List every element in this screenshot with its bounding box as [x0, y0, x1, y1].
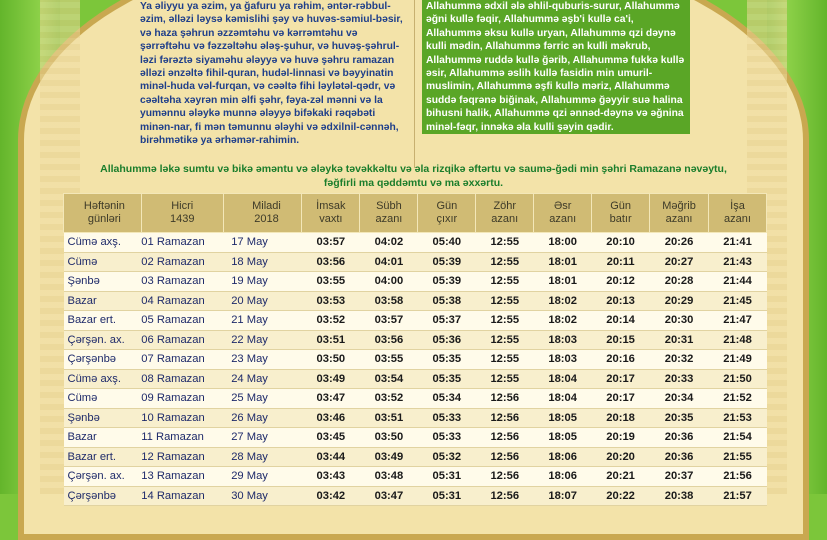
table-cell: 24 May [223, 369, 302, 389]
header-cell: İşa azanı [709, 194, 767, 233]
table-cell: 21:44 [709, 272, 767, 292]
table-cell: 18 May [223, 252, 302, 272]
table-cell: 12:55 [476, 272, 534, 292]
table-row [64, 291, 767, 311]
table-cell: 12:55 [476, 311, 534, 331]
table-cell: 20:26 [650, 233, 709, 253]
table-cell: 10 Ramazan [141, 408, 223, 428]
table-cell: 20:10 [592, 233, 650, 253]
table-cell: 20:22 [592, 486, 650, 506]
table-cell: 18:01 [534, 252, 592, 272]
table-cell: 21 May [223, 311, 302, 331]
table-cell: 27 May [223, 428, 302, 448]
table-cell: 04:00 [360, 272, 418, 292]
table-cell: 18:02 [534, 291, 592, 311]
table-cell: 20:15 [592, 330, 650, 350]
table-cell: 20:36 [650, 428, 709, 448]
table-cell: 12:56 [476, 486, 534, 506]
table-cell: 05:31 [418, 467, 476, 487]
table-cell: 05:33 [418, 408, 476, 428]
table-row [64, 428, 767, 448]
table-cell: 12:56 [476, 389, 534, 409]
table-row [64, 447, 767, 467]
table-cell: 12:55 [476, 233, 534, 253]
table-cell: 12:56 [476, 408, 534, 428]
table-cell: 20:11 [592, 252, 650, 272]
table-cell: 01 Ramazan [141, 233, 223, 253]
table-cell: 21:41 [709, 233, 767, 253]
table-cell: 21:53 [709, 408, 767, 428]
table-cell: Bazar [64, 291, 142, 311]
table-cell: 03:56 [302, 252, 360, 272]
table-cell: 03:47 [360, 486, 418, 506]
table-cell: 20:37 [650, 467, 709, 487]
table-cell: 03:46 [302, 408, 360, 428]
table-cell: 05:39 [418, 272, 476, 292]
table-cell: 20:38 [650, 486, 709, 506]
table-cell: 13 Ramazan [141, 467, 223, 487]
table-cell: 03:52 [360, 389, 418, 409]
table-cell: 21:57 [709, 486, 767, 506]
table-cell: 21:55 [709, 447, 767, 467]
table-cell: Çərşənbə [64, 350, 142, 370]
table-cell: 12 Ramazan [141, 447, 223, 467]
table-row [64, 408, 767, 428]
header-cell: Zöhr azanı [476, 194, 534, 233]
header-cell: Hicri 1439 [141, 194, 223, 233]
table-cell: 12:55 [476, 252, 534, 272]
table-cell: 05:36 [418, 330, 476, 350]
table-cell: 21:48 [709, 330, 767, 350]
header-cell: Həftənin günləri [64, 194, 142, 233]
table-cell: 03:53 [302, 291, 360, 311]
table-cell: 07 Ramazan [141, 350, 223, 370]
table-cell: Cümə axş. [64, 369, 142, 389]
table-cell: 09 Ramazan [141, 389, 223, 409]
table-cell: 21:49 [709, 350, 767, 370]
table-cell: 08 Ramazan [141, 369, 223, 389]
header-cell: Əsr azanı [534, 194, 592, 233]
table-cell: 03:52 [302, 311, 360, 331]
table-cell: 20:32 [650, 350, 709, 370]
table-cell: 18:03 [534, 330, 592, 350]
table-cell: 20:17 [592, 369, 650, 389]
table-cell: Bazar ert. [64, 311, 142, 331]
table-cell: 03:58 [360, 291, 418, 311]
table-cell: 04:02 [360, 233, 418, 253]
table-header-row [64, 194, 767, 233]
table-cell: 21:45 [709, 291, 767, 311]
table-cell: 05:38 [418, 291, 476, 311]
table-cell: 05:39 [418, 252, 476, 272]
table-cell: 03:47 [302, 389, 360, 409]
table-cell: 20:14 [592, 311, 650, 331]
table-cell: 26 May [223, 408, 302, 428]
table-cell: 05:35 [418, 369, 476, 389]
table-cell: 21:54 [709, 428, 767, 448]
table-cell: 04:01 [360, 252, 418, 272]
dua-left-text: Ya əliyyu ya əzim, ya ğafuru ya rəhim, əntər-rəbbul-əzim, əlləzi ləysə kəmislihi şəy və huvəs-səmiul-bəsir, və haza şəhrun əzzəmtəhu və kərrəmtəhu və şərrəftəhu və fəzzəltəhu ələş-şuhur, və huvəş-şəhrul-ləzi fərəztə siyaməhu ələyyə və huvə şəhru ramazan əlləzi ənzəltə fihil-quran, hudəl-linnasi və bəyyinatin minəl-huda vəl-furqan, və cəəltə fihi ləylətəl-qədr, və cəəltəha xəyrən min əlfi şəhr, fəya-zəl mənni və la yumənnu ələykə munnə ələyyə bifəkaki rəqəbəti minən-nar, fi mən təmunnu ələyhi və ədxilnil-cənnəh, birəhmətikə ya ərhəmər-rahimin. [140, 1, 403, 147]
table-cell: 20:20 [592, 447, 650, 467]
header-cell: Sübh azanı [360, 194, 418, 233]
ramadan-timetable [63, 193, 767, 506]
table-cell: 18:01 [534, 272, 592, 292]
table-cell: 12:55 [476, 330, 534, 350]
table-cell: 03:55 [302, 272, 360, 292]
table-cell: 02 Ramazan [141, 252, 223, 272]
table-cell: 06 Ramazan [141, 330, 223, 350]
table-cell: 18:00 [534, 233, 592, 253]
header-cell: Məğrib azanı [650, 194, 709, 233]
table-cell: 03:51 [302, 330, 360, 350]
table-cell: Şənbə [64, 408, 142, 428]
dua-right-text: Allahummə ədxil ələ əhlil-quburis-surur, Allahummə əğni kullə fəqir, Allahummə əşb'i kullə ca'i, Allahummə əksu kullə uryan, Allahummə qzi dəynə kulli mədin, Allahummə fərric ən kulli məkrub, Allahummə ruddə kullə ğərib, Allahummə fukkə kullə əsir, Allahummə əslih kullə fasidin min umuril-muslimin, Allahummə əşfi kullə məriz, Allahummə suddə fəqrənə biğinak, Allahummə ğəyyir suə halina bihusni halik, Allahummə qzi ənnəd-dəynə və əğnina minəl-fəqr, innəkə əla kulli şəyin qədir. [422, 0, 690, 134]
table-cell: 20 May [223, 291, 302, 311]
table-row [64, 272, 767, 292]
table-cell: 17 May [223, 233, 302, 253]
table-row [64, 233, 767, 253]
table-cell: 11 Ramazan [141, 428, 223, 448]
table-cell: 05:40 [418, 233, 476, 253]
table-cell: 21:47 [709, 311, 767, 331]
table-cell: 12:56 [476, 447, 534, 467]
table-cell: 25 May [223, 389, 302, 409]
table-cell: 20:27 [650, 252, 709, 272]
table-cell: 03 Ramazan [141, 272, 223, 292]
table-cell: 20:17 [592, 389, 650, 409]
table-cell: 20:33 [650, 369, 709, 389]
table-cell: 20:28 [650, 272, 709, 292]
table-cell: 03:54 [360, 369, 418, 389]
table-cell: 22 May [223, 330, 302, 350]
table-cell: 12:55 [476, 369, 534, 389]
table-cell: 20:19 [592, 428, 650, 448]
table-cell: 03:57 [302, 233, 360, 253]
table-cell: 03:55 [360, 350, 418, 370]
table-cell: 05:33 [418, 428, 476, 448]
table-cell: 20:34 [650, 389, 709, 409]
table-cell: 18:02 [534, 311, 592, 331]
table-row [64, 486, 767, 506]
table-cell: 03:44 [302, 447, 360, 467]
table-cell: 03:49 [302, 369, 360, 389]
table-cell: 03:50 [360, 428, 418, 448]
header-cell: Gün çıxır [418, 194, 476, 233]
table-cell: Cümə [64, 389, 142, 409]
table-cell: 03:50 [302, 350, 360, 370]
table-cell: 28 May [223, 447, 302, 467]
table-cell: 03:57 [360, 311, 418, 331]
header-cell: Gün batır [592, 194, 650, 233]
table-cell: Cümə axş. [64, 233, 142, 253]
table-cell: 12:56 [476, 467, 534, 487]
table-cell: 14 Ramazan [141, 486, 223, 506]
table-cell: 29 May [223, 467, 302, 487]
table-cell: 03:49 [360, 447, 418, 467]
table-cell: 18:06 [534, 447, 592, 467]
table-cell: 04 Ramazan [141, 291, 223, 311]
table-cell: 19 May [223, 272, 302, 292]
table-cell: Çərşənbə [64, 486, 142, 506]
table-row [64, 467, 767, 487]
table-cell: 20:36 [650, 447, 709, 467]
table-row [64, 369, 767, 389]
table-cell: Çərşən. ax. [64, 330, 142, 350]
table-cell: Cümə [64, 252, 142, 272]
table-cell: 30 May [223, 486, 302, 506]
table-cell: 05:34 [418, 389, 476, 409]
table-cell: 21:52 [709, 389, 767, 409]
table-cell: 12:55 [476, 350, 534, 370]
table-cell: 03:56 [360, 330, 418, 350]
table-cell: 21:56 [709, 467, 767, 487]
table-cell: 20:18 [592, 408, 650, 428]
table-cell: 03:48 [360, 467, 418, 487]
table-cell: 18:07 [534, 486, 592, 506]
table-cell: 18:04 [534, 389, 592, 409]
table-cell: 21:50 [709, 369, 767, 389]
table-cell: 05:37 [418, 311, 476, 331]
table-cell: 18:06 [534, 467, 592, 487]
table-cell: 05:31 [418, 486, 476, 506]
header-cell: Miladi 2018 [223, 194, 302, 233]
table-cell: 23 May [223, 350, 302, 370]
table-cell: 20:31 [650, 330, 709, 350]
header-cell: İmsak vaxtı [302, 194, 360, 233]
table-cell: 12:56 [476, 428, 534, 448]
table-cell: 20:16 [592, 350, 650, 370]
table-row [64, 311, 767, 331]
table-cell: 03:45 [302, 428, 360, 448]
table-row [64, 330, 767, 350]
table-cell: 20:35 [650, 408, 709, 428]
iftar-dua: Allahummə ləkə sumtu və bikə əməntu və ələykə təvəkkəltu və əla rizqikə əftərtu və saumə-ğədi min şəhri Ramazanə nəvəytu, fəğfirli ma qəddəmtu və ma əxxərtu. [100, 163, 727, 189]
table-cell: 20:29 [650, 291, 709, 311]
table-cell: 18:03 [534, 350, 592, 370]
table-row [64, 252, 767, 272]
table-cell: 05:32 [418, 447, 476, 467]
table-cell: 20:12 [592, 272, 650, 292]
table-cell: Çərşən. ax. [64, 467, 142, 487]
table-cell: Bazar [64, 428, 142, 448]
table-cell: 20:13 [592, 291, 650, 311]
table-cell: 12:55 [476, 291, 534, 311]
dua-divider [414, 0, 415, 168]
table-cell: 05:35 [418, 350, 476, 370]
table-cell: Şənbə [64, 272, 142, 292]
table-cell: 20:30 [650, 311, 709, 331]
table-row [64, 350, 767, 370]
table-cell: 05 Ramazan [141, 311, 223, 331]
table-cell: 21:43 [709, 252, 767, 272]
table-cell: 18:04 [534, 369, 592, 389]
table-cell: 03:51 [360, 408, 418, 428]
table-cell: 20:21 [592, 467, 650, 487]
table-row [64, 389, 767, 409]
table-cell: 18:05 [534, 408, 592, 428]
table-cell: Bazar ert. [64, 447, 142, 467]
table-cell: 03:42 [302, 486, 360, 506]
table-cell: 18:05 [534, 428, 592, 448]
table-cell: 03:43 [302, 467, 360, 487]
